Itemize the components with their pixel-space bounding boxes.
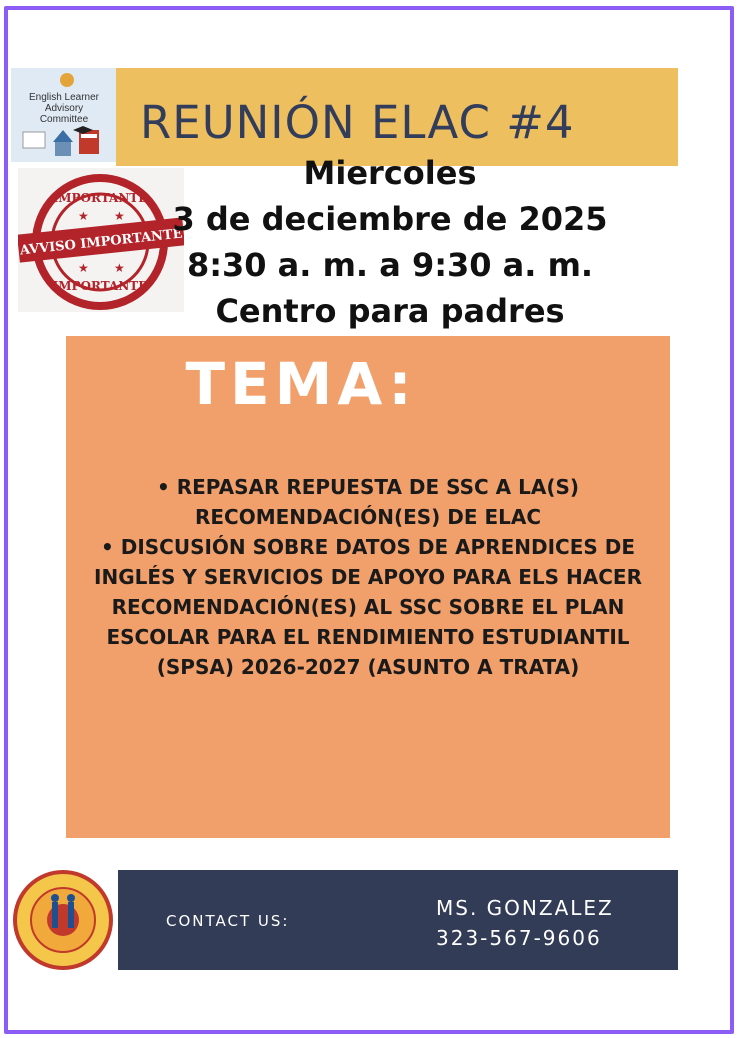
stamp-center-word: AVVISO IMPORTANTE [19,226,184,259]
contact-phone[interactable]: 323-567-9606 [436,926,602,950]
contact-name: MS. GONZALEZ [436,896,614,920]
meeting-details [150,150,630,334]
meeting-date: 3 de deciembre de 2025 [172,200,608,238]
stamp-top-word: IMPORTANTE [52,191,148,205]
svg-text:★: ★ [78,261,89,275]
elac-logo-line-3: Committee [39,114,89,125]
agenda-item-2: • DISCUSIÓN SOBRE DATOS DE APRENDICES DE INGLÉS Y SERVICIOS DE APOYO PARA ELS HACER RECOMENDACIÓN(ES) AL SSC SOBRE EL PLAN ESCOLAR PARA EL RENDIMIENTO ESTUDIANTIL (SPSA) 2026-2027 (ASUNTO A TRATA) [94,535,642,679]
contact-label: CONTACT US: [166,912,290,930]
svg-text:★: ★ [114,261,125,275]
meeting-time: 8:30 a. m. a 9:30 a. m. [186,246,594,284]
stamp-bottom-word: IMPORTANTE [52,279,148,293]
elac-logo-graphic [11,68,117,162]
elac-logo-line-2: Advisory [44,103,84,114]
agenda-heading: TEMA: [185,350,417,418]
svg-text:★: ★ [78,209,89,223]
meeting-day: Miercoles [303,154,477,192]
lausd-seal [10,868,116,972]
svg-text:★: ★ [114,209,125,223]
agenda-item-1: • REPASAR REPUESTA DE SSC A LA(S) RECOMENDACIÓN(ES) DE ELAC [156,475,580,529]
page-title: REUNIÓN ELAC #4 [140,96,575,149]
lausd-seal-graphic [10,868,116,972]
agenda-list [80,472,656,682]
elac-logo-line-1: English Learner [28,92,100,103]
elac-logo [11,68,117,162]
meeting-location: Centro para padres [215,292,565,330]
